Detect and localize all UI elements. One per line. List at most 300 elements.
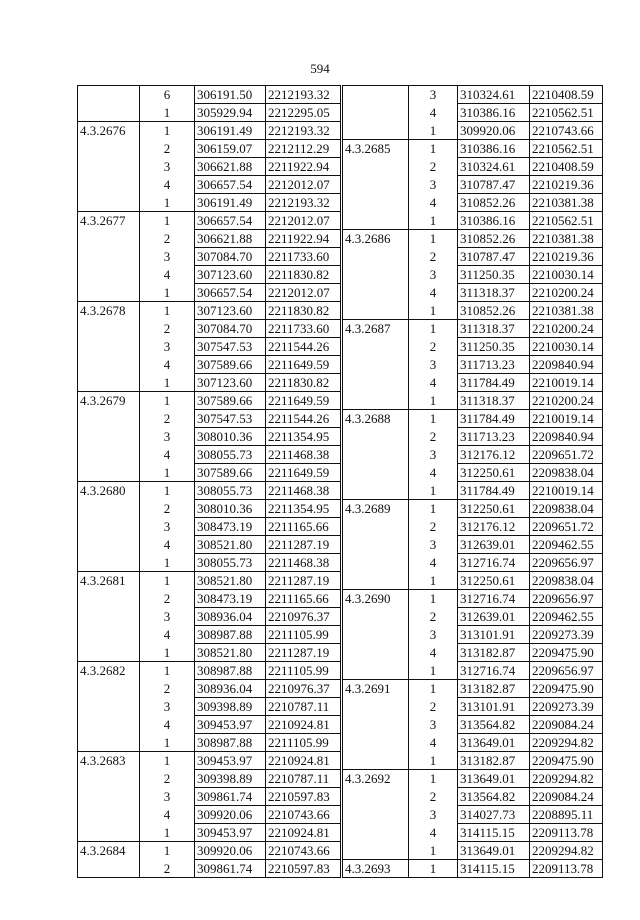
y-coordinate-cell: 2211830.82 [266,266,341,284]
table-row [78,176,341,194]
point-number-cell: 1 [140,572,195,590]
table-row [343,752,603,770]
y-coordinate-cell: 2211468.38 [266,446,341,464]
x-coordinate-cell: 312250.61 [458,572,530,590]
point-number-cell: 1 [409,680,458,698]
x-coordinate-cell: 311318.37 [458,320,530,338]
table-row [78,392,341,410]
point-number-cell: 1 [140,284,195,302]
table-row [343,158,603,176]
parcel-id-cell [78,788,140,806]
table-row [343,410,603,428]
x-coordinate-cell: 311318.37 [458,284,530,302]
parcel-id-cell [343,338,409,356]
point-number-cell: 1 [140,122,195,140]
y-coordinate-cell: 2212012.07 [266,176,341,194]
parcel-id-cell [78,248,140,266]
x-coordinate-cell: 306657.54 [195,212,266,230]
point-number-cell: 3 [140,248,195,266]
parcel-id-cell: 4.3.2693 [343,860,409,878]
table-row [78,356,341,374]
x-coordinate-cell: 313564.82 [458,788,530,806]
point-number-cell: 1 [409,392,458,410]
point-number-cell: 1 [409,842,458,860]
x-coordinate-cell: 306191.49 [195,194,266,212]
point-number-cell: 1 [140,374,195,392]
x-coordinate-cell: 308987.88 [195,734,266,752]
y-coordinate-cell: 2211649.59 [266,464,341,482]
x-coordinate-cell: 308521.80 [195,572,266,590]
table-row [343,230,603,248]
table-row [343,518,603,536]
table-row [78,158,341,176]
y-coordinate-cell: 2210562.51 [530,140,603,158]
x-coordinate-cell: 307123.60 [195,266,266,284]
x-coordinate-cell: 313649.01 [458,734,530,752]
table-row [343,500,603,518]
point-number-cell: 1 [140,752,195,770]
parcel-id-cell: 4.3.2686 [343,230,409,248]
x-coordinate-cell: 314115.15 [458,824,530,842]
x-coordinate-cell: 309920.06 [458,122,530,140]
table-row [78,788,341,806]
point-number-cell: 4 [409,734,458,752]
table-row [343,860,603,878]
x-coordinate-cell: 310852.26 [458,230,530,248]
point-number-cell: 1 [140,734,195,752]
table-row [343,536,603,554]
x-coordinate-cell: 308055.73 [195,554,266,572]
table-row [343,806,603,824]
y-coordinate-cell: 2210976.37 [266,680,341,698]
table-row [78,608,341,626]
y-coordinate-cell: 2209084.24 [530,788,603,806]
point-number-cell: 2 [140,500,195,518]
y-coordinate-cell: 2209656.97 [530,554,603,572]
point-number-cell: 2 [140,230,195,248]
table-row [343,284,603,302]
point-number-cell: 1 [409,410,458,428]
y-coordinate-cell: 2212193.32 [266,194,341,212]
parcel-id-cell: 4.3.2684 [78,842,140,860]
parcel-id-cell [343,626,409,644]
y-coordinate-cell: 2209113.78 [530,824,603,842]
y-coordinate-cell: 2212295.05 [266,104,341,122]
x-coordinate-cell: 306621.88 [195,158,266,176]
y-coordinate-cell: 2210743.66 [266,806,341,824]
table-row [78,824,341,842]
table-row [343,626,603,644]
parcel-id-cell [343,788,409,806]
x-coordinate-cell: 313101.91 [458,626,530,644]
parcel-id-cell [78,230,140,248]
x-coordinate-cell: 308936.04 [195,680,266,698]
x-coordinate-cell: 308987.88 [195,662,266,680]
x-coordinate-cell: 313182.87 [458,680,530,698]
parcel-id-cell [343,374,409,392]
point-number-cell: 4 [140,266,195,284]
point-number-cell: 1 [140,842,195,860]
parcel-id-cell [343,212,409,230]
y-coordinate-cell: 2211287.19 [266,644,341,662]
point-number-cell: 1 [409,752,458,770]
point-number-cell: 3 [409,86,458,104]
y-coordinate-cell: 2210200.24 [530,392,603,410]
point-number-cell: 1 [409,860,458,878]
point-number-cell: 1 [140,554,195,572]
point-number-cell: 2 [140,590,195,608]
y-coordinate-cell: 2209656.97 [530,590,603,608]
point-number-cell: 3 [140,608,195,626]
parcel-id-cell [343,698,409,716]
x-coordinate-cell: 313101.91 [458,698,530,716]
x-coordinate-cell: 314027.73 [458,806,530,824]
point-number-cell: 3 [409,626,458,644]
y-coordinate-cell: 2209462.55 [530,536,603,554]
table-row [78,770,341,788]
point-number-cell: 1 [409,590,458,608]
y-coordinate-cell: 2210743.66 [266,842,341,860]
point-number-cell: 4 [140,356,195,374]
table-row [343,104,603,122]
point-number-cell: 2 [409,518,458,536]
point-number-cell: 2 [409,608,458,626]
parcel-id-cell: 4.3.2690 [343,590,409,608]
y-coordinate-cell: 2211649.59 [266,356,341,374]
parcel-id-cell: 4.3.2681 [78,572,140,590]
y-coordinate-cell: 2212012.07 [266,284,341,302]
y-coordinate-cell: 2209113.78 [530,860,603,878]
parcel-id-cell [343,482,409,500]
point-number-cell: 2 [409,698,458,716]
y-coordinate-cell: 2209273.39 [530,698,603,716]
parcel-id-cell [343,176,409,194]
point-number-cell: 1 [140,824,195,842]
parcel-id-cell [343,248,409,266]
point-number-cell: 2 [409,428,458,446]
table-row [78,554,341,572]
x-coordinate-cell: 308055.73 [195,446,266,464]
parcel-id-cell [78,500,140,518]
point-number-cell: 1 [140,212,195,230]
table-row [343,302,603,320]
table-row [343,680,603,698]
y-coordinate-cell: 2211733.60 [266,320,341,338]
point-number-cell: 3 [409,266,458,284]
point-number-cell: 3 [409,536,458,554]
parcel-id-cell [343,302,409,320]
x-coordinate-cell: 306621.88 [195,230,266,248]
point-number-cell: 1 [409,770,458,788]
point-number-cell: 4 [140,716,195,734]
y-coordinate-cell: 2210030.14 [530,338,603,356]
y-coordinate-cell: 2211105.99 [266,662,341,680]
parcel-id-cell [343,536,409,554]
point-number-cell: 2 [140,860,195,878]
y-coordinate-cell: 2210200.24 [530,284,603,302]
y-coordinate-cell: 2211649.59 [266,392,341,410]
y-coordinate-cell: 2211544.26 [266,410,341,428]
y-coordinate-cell: 2209840.94 [530,428,603,446]
parcel-id-cell: 4.3.2689 [343,500,409,518]
point-number-cell: 1 [140,644,195,662]
y-coordinate-cell: 2211733.60 [266,248,341,266]
table-row [78,428,341,446]
x-coordinate-cell: 307123.60 [195,374,266,392]
y-coordinate-cell: 2211922.94 [266,158,341,176]
x-coordinate-cell: 312176.12 [458,518,530,536]
x-coordinate-cell: 311784.49 [458,374,530,392]
table-row [78,842,341,860]
x-coordinate-cell: 309453.97 [195,752,266,770]
point-number-cell: 4 [140,626,195,644]
x-coordinate-cell: 310386.16 [458,140,530,158]
x-coordinate-cell: 311713.23 [458,356,530,374]
parcel-id-cell [78,860,140,878]
x-coordinate-cell: 312639.01 [458,608,530,626]
table-row [343,266,603,284]
parcel-id-cell [78,806,140,824]
point-number-cell: 4 [140,806,195,824]
y-coordinate-cell: 2211287.19 [266,572,341,590]
parcel-id-cell [343,266,409,284]
y-coordinate-cell: 2211354.95 [266,428,341,446]
table-row [343,554,603,572]
parcel-id-cell [343,356,409,374]
x-coordinate-cell: 313182.87 [458,752,530,770]
table-row [78,212,341,230]
y-coordinate-cell: 2210562.51 [530,212,603,230]
table-row [78,716,341,734]
x-coordinate-cell: 309861.74 [195,788,266,806]
parcel-id-cell [343,608,409,626]
parcel-id-cell [78,86,140,104]
x-coordinate-cell: 309861.74 [195,860,266,878]
x-coordinate-cell: 308521.80 [195,536,266,554]
parcel-id-cell [343,86,409,104]
x-coordinate-cell: 309453.97 [195,716,266,734]
point-number-cell: 2 [140,770,195,788]
y-coordinate-cell: 2212193.32 [266,122,341,140]
x-coordinate-cell: 312250.61 [458,464,530,482]
point-number-cell: 3 [409,176,458,194]
y-coordinate-cell: 2210924.81 [266,752,341,770]
point-number-cell: 3 [140,428,195,446]
table-row [78,140,341,158]
x-coordinate-cell: 308010.36 [195,428,266,446]
x-coordinate-cell: 307084.70 [195,248,266,266]
x-coordinate-cell: 306159.07 [195,140,266,158]
parcel-id-cell [78,464,140,482]
y-coordinate-cell: 2212193.32 [266,86,341,104]
parcel-id-cell: 4.3.2687 [343,320,409,338]
table-row [78,320,341,338]
x-coordinate-cell: 306191.50 [195,86,266,104]
parcel-id-cell: 4.3.2676 [78,122,140,140]
y-coordinate-cell: 2209294.82 [530,734,603,752]
parcel-id-cell [78,140,140,158]
parcel-id-cell [78,356,140,374]
x-coordinate-cell: 313649.01 [458,770,530,788]
table-row [343,446,603,464]
point-number-cell: 4 [140,176,195,194]
table-row [343,662,603,680]
y-coordinate-cell: 2211468.38 [266,554,341,572]
point-number-cell: 2 [409,338,458,356]
point-number-cell: 1 [140,104,195,122]
parcel-id-cell [78,536,140,554]
table-row [343,374,603,392]
point-number-cell: 1 [140,302,195,320]
table-row [343,248,603,266]
table-row [343,356,603,374]
parcel-id-cell: 4.3.2680 [78,482,140,500]
point-number-cell: 3 [409,356,458,374]
y-coordinate-cell: 2211468.38 [266,482,341,500]
point-number-cell: 1 [409,122,458,140]
y-coordinate-cell: 2211830.82 [266,374,341,392]
point-number-cell: 3 [409,716,458,734]
table-row [343,140,603,158]
coordinate-table-left [77,85,341,878]
table-row [78,284,341,302]
table-row [78,230,341,248]
table-row [343,788,603,806]
table-row [78,860,341,878]
y-coordinate-cell: 2210408.59 [530,86,603,104]
table-row [78,734,341,752]
x-coordinate-cell: 310386.16 [458,212,530,230]
point-number-cell: 4 [140,536,195,554]
point-number-cell: 1 [409,500,458,518]
point-number-cell: 1 [409,230,458,248]
y-coordinate-cell: 2209294.82 [530,842,603,860]
table-row [343,824,603,842]
x-coordinate-cell: 310787.47 [458,248,530,266]
table-row [343,716,603,734]
table-row [343,464,603,482]
point-number-cell: 2 [140,320,195,338]
y-coordinate-cell: 2210924.81 [266,716,341,734]
y-coordinate-cell: 2210597.83 [266,860,341,878]
point-number-cell: 1 [409,320,458,338]
point-number-cell: 4 [409,374,458,392]
table-row [78,194,341,212]
table-row [343,176,603,194]
table-row [78,122,341,140]
x-coordinate-cell: 311250.35 [458,338,530,356]
point-number-cell: 1 [140,392,195,410]
parcel-id-cell [78,824,140,842]
x-coordinate-cell: 312716.74 [458,662,530,680]
table-row [78,518,341,536]
parcel-id-cell: 4.3.2682 [78,662,140,680]
y-coordinate-cell: 2211922.94 [266,230,341,248]
y-coordinate-cell: 2209475.90 [530,752,603,770]
parcel-id-cell [343,158,409,176]
y-coordinate-cell: 2210787.11 [266,698,341,716]
x-coordinate-cell: 307589.66 [195,464,266,482]
parcel-id-cell: 4.3.2691 [343,680,409,698]
table-row [78,500,341,518]
x-coordinate-cell: 308473.19 [195,590,266,608]
point-number-cell: 2 [409,248,458,266]
x-coordinate-cell: 309398.89 [195,770,266,788]
page-number: 594 [310,61,330,76]
y-coordinate-cell: 2209651.72 [530,446,603,464]
parcel-id-cell [343,824,409,842]
x-coordinate-cell: 312250.61 [458,500,530,518]
x-coordinate-cell: 310852.26 [458,194,530,212]
parcel-id-cell [78,554,140,572]
y-coordinate-cell: 2211354.95 [266,500,341,518]
table-row [343,122,603,140]
x-coordinate-cell: 306657.54 [195,284,266,302]
table-row [78,572,341,590]
point-number-cell: 4 [409,284,458,302]
parcel-id-cell [78,410,140,428]
x-coordinate-cell: 311250.35 [458,266,530,284]
table-row [78,626,341,644]
parcel-id-cell [343,554,409,572]
parcel-id-cell [343,428,409,446]
y-coordinate-cell: 2210381.38 [530,230,603,248]
table-row [78,644,341,662]
parcel-id-cell [78,428,140,446]
y-coordinate-cell: 2209651.72 [530,518,603,536]
y-coordinate-cell: 2210219.36 [530,176,603,194]
point-number-cell: 3 [140,338,195,356]
parcel-id-cell [343,122,409,140]
y-coordinate-cell: 2212012.07 [266,212,341,230]
y-coordinate-cell: 2211830.82 [266,302,341,320]
y-coordinate-cell: 2211105.99 [266,734,341,752]
y-coordinate-cell: 2210200.24 [530,320,603,338]
table-row [343,194,603,212]
parcel-id-cell: 4.3.2685 [343,140,409,158]
y-coordinate-cell: 2209294.82 [530,770,603,788]
point-number-cell: 2 [140,680,195,698]
table-row [343,86,603,104]
y-coordinate-cell: 2209838.04 [530,464,603,482]
x-coordinate-cell: 306191.49 [195,122,266,140]
point-number-cell: 2 [409,788,458,806]
parcel-id-cell [343,518,409,536]
table-row [78,86,341,104]
y-coordinate-cell: 2212112.29 [266,140,341,158]
y-coordinate-cell: 2210743.66 [530,122,603,140]
point-number-cell: 4 [140,446,195,464]
point-number-cell: 2 [409,158,458,176]
point-number-cell: 1 [140,464,195,482]
x-coordinate-cell: 311713.23 [458,428,530,446]
y-coordinate-cell: 2209462.55 [530,608,603,626]
x-coordinate-cell: 310324.61 [458,86,530,104]
y-coordinate-cell: 2210408.59 [530,158,603,176]
point-number-cell: 1 [409,302,458,320]
parcel-id-cell [78,446,140,464]
y-coordinate-cell: 2210381.38 [530,302,603,320]
point-number-cell: 4 [409,824,458,842]
point-number-cell: 1 [409,212,458,230]
point-number-cell: 3 [140,788,195,806]
parcel-id-cell [78,194,140,212]
y-coordinate-cell: 2210976.37 [266,608,341,626]
x-coordinate-cell: 307547.53 [195,338,266,356]
x-coordinate-cell: 312716.74 [458,554,530,572]
x-coordinate-cell: 308473.19 [195,518,266,536]
point-number-cell: 4 [409,104,458,122]
